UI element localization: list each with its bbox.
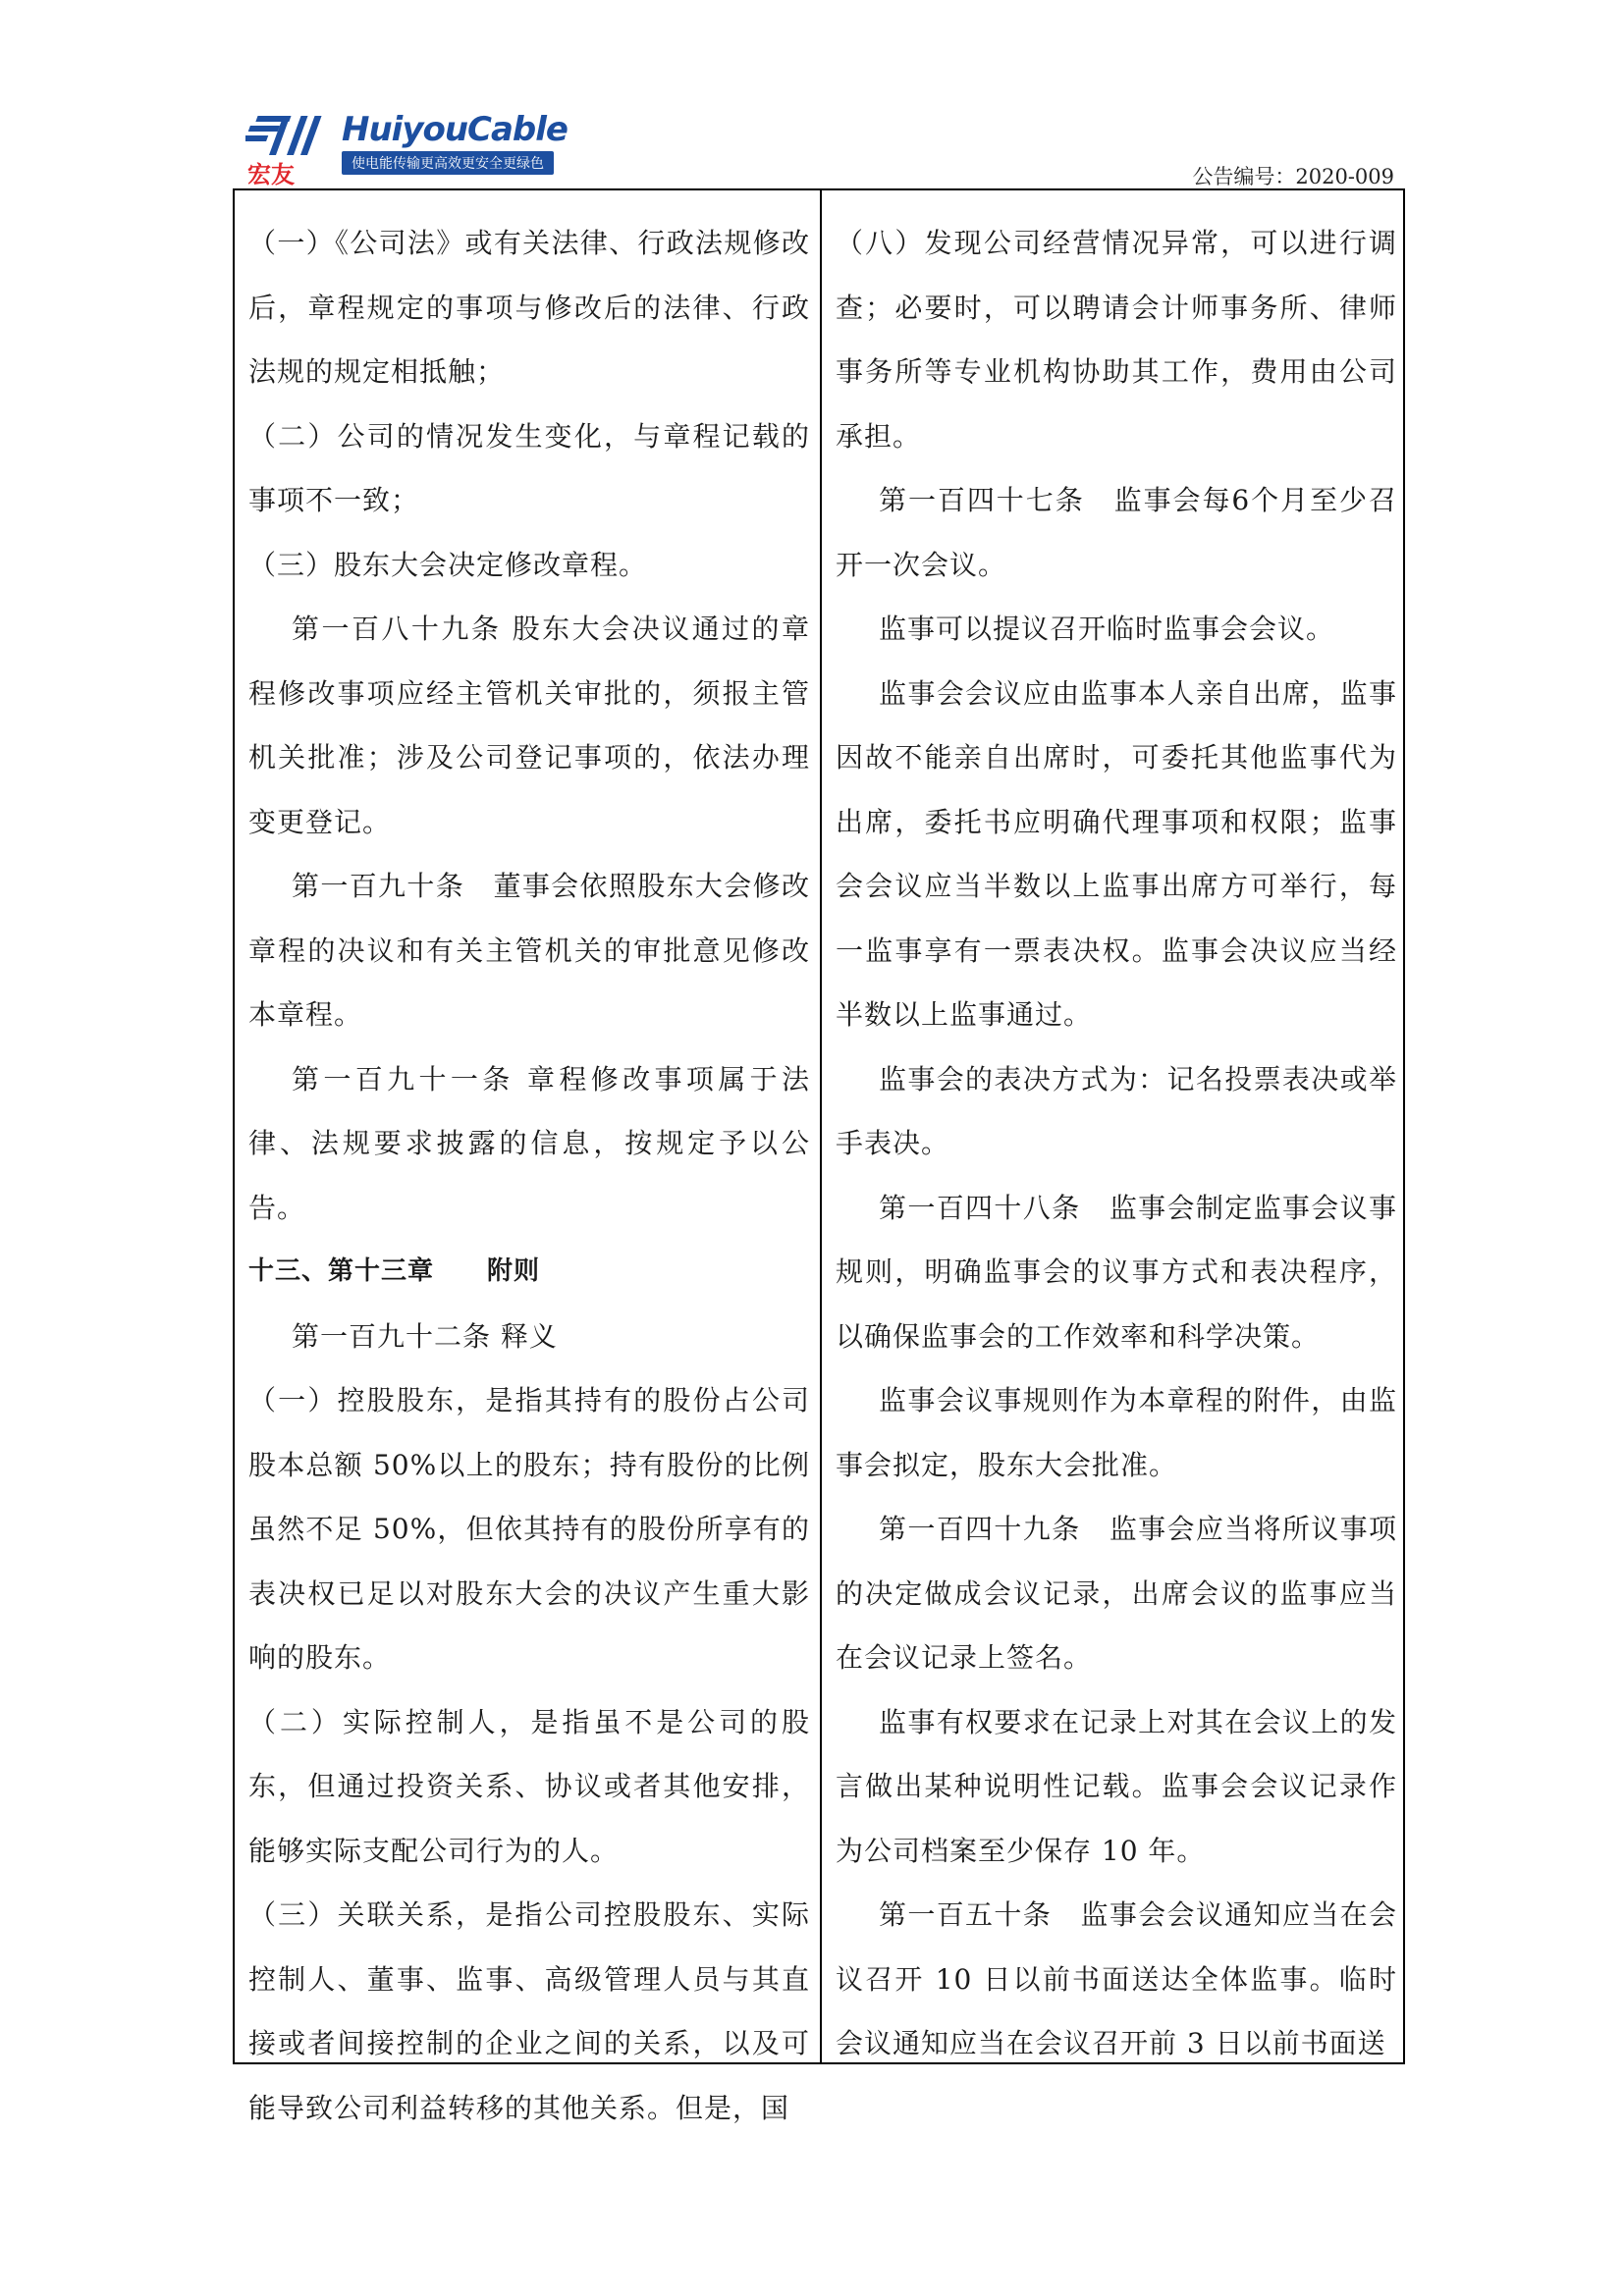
paragraph: （二）实际控制人，是指虽不是公司的股东，但通过投资关系、协议或者其他安排，能够实际支配公司行为的人。 (248, 1705, 810, 1867)
paragraph: 监事有权要求在记录上对其在会议上的发言做出某种说明性记载。监事会会议记录作为公司档案至少保存 10 年。 (836, 1705, 1397, 1867)
left-column (248, 211, 810, 2140)
company-logo (245, 108, 568, 188)
paragraph: 第一百八十九条 股东大会决议通过的章程修改事项应经主管机关审批的，须报主管机关批准；涉及公司登记事项的，依法办理变更登记。 (248, 613, 810, 838)
paragraph: 监事会议事规则作为本章程的附件，由监事会拟定，股东大会批准。 (836, 1384, 1397, 1481)
right-column (836, 211, 1397, 2076)
logo-slogan: 使电能传输更高效更安全更绿色 (342, 151, 554, 175)
paragraph: 第一百四十九条 监事会应当将所议事项的决定做成会议记录，出席会议的监事应当在会议记录上签名。 (836, 1513, 1397, 1674)
paragraph: （一）控股股东，是指其持有的股份占公司股本总额 50%以上的股东；持有股份的比例虽然不足 50%，但依其持有的股份所享有的表决权已足以对股东大会的决议产生重大影响的股东。 (248, 1384, 810, 1674)
paragraph: （一）《公司法》或有关法律、行政法规修改后，章程规定的事项与修改后的法律、行政法规的规定相抵触； (248, 227, 810, 388)
paragraph: （八）发现公司经营情况异常，可以进行调查；必要时，可以聘请会计师事务所、律师事务所等专业机构协助其工作，费用由公司承担。 (836, 227, 1397, 453)
paragraph: 监事会会议应由监事本人亲自出席，监事因故不能亲自出席时，可委托其他监事代为出席，委托书应明确代理事项和权限；监事会会议应当半数以上监事出席方可举行，每一监事享有一票表决权。监事会决议应当经半数以上监事通过。 (836, 676, 1397, 1031)
paragraph: 第一百九十一条 章程修改事项属于法律、法规要求披露的信息，按规定予以公告。 (248, 1062, 810, 1224)
logo-wordmark: HuiyouCable (342, 110, 568, 149)
comparison-table (233, 189, 1405, 2124)
paragraph: 第一百四十八条 监事会制定监事会议事规则，明确监事会的议事方式和表决程序，以确保监事会的工作效率和科学决策。 (836, 1191, 1397, 1353)
paragraph: 第一百九十条 董事会依照股东大会修改章程的决议和有关主管机关的审批意见修改本章程。 (248, 870, 810, 1031)
paragraph: 第一百四十七条 监事会每6个月至少召开一次会议。 (836, 484, 1397, 581)
paragraph: 第一百五十条 监事会会议通知应当在会议召开 10 日以前书面送达全体监事。临时会议通知应当在会议召开前 3 日以前书面送 (836, 1898, 1397, 2059)
paragraph: 监事可以提议召开临时监事会会议。 (879, 613, 1335, 645)
paragraph: （三）关联关系，是指公司控股股东、实际控制人、董事、监事、高级管理人员与其直接或者间接控制的企业之间的关系，以及可能导致公司利益转移的其他关系。但是，国 (248, 1898, 810, 2124)
paragraph: 第一百九十二条 释义 (292, 1319, 558, 1353)
paragraph: （三）股东大会决定修改章程。 (248, 548, 648, 581)
paragraph: 监事会的表决方式为：记名投票表决或举手表决。 (836, 1062, 1397, 1159)
page-header (245, 108, 1394, 187)
notice-number: 公告编号：2020-009 (1192, 165, 1394, 188)
logo-chinese-name: 宏友 (247, 161, 295, 188)
paragraph: （二）公司的情况发生变化，与章程记载的事项不一致； (248, 419, 810, 516)
section-heading: 十三、第十三章 附则 (248, 1256, 541, 1286)
column-divider (820, 189, 822, 2062)
